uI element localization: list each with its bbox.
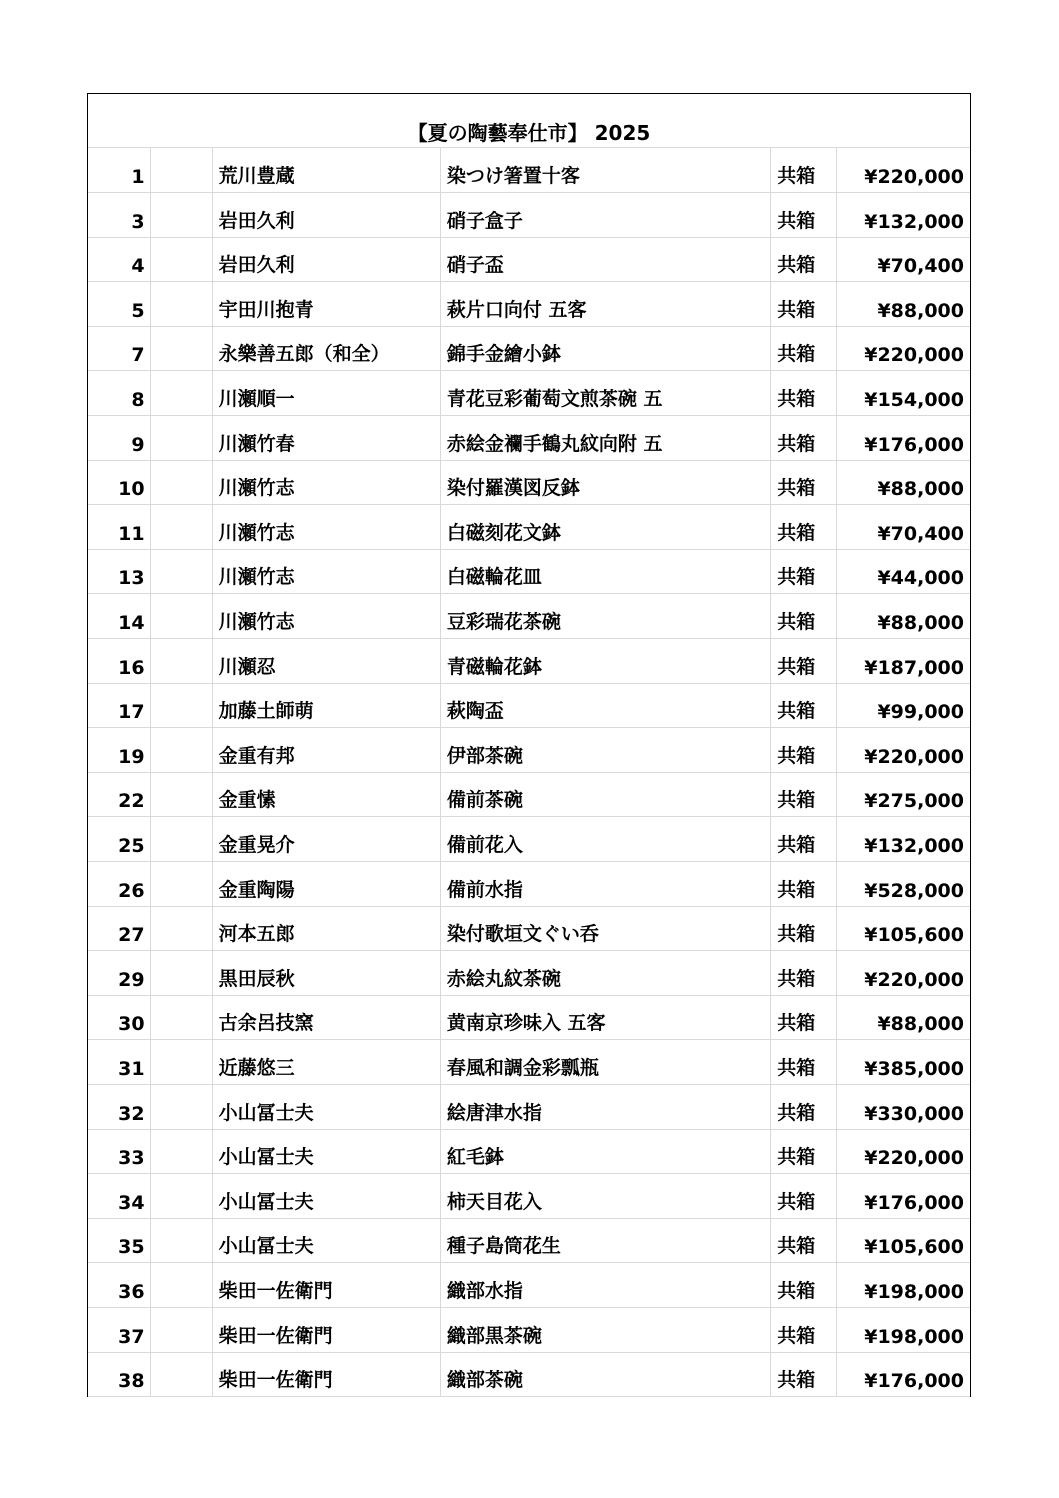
sheet-title: 【夏の陶藝奉仕市】 2025 (88, 94, 970, 148)
artist-name: 黒田辰秋 (212, 951, 440, 996)
blank-cell (150, 326, 212, 371)
lot-number: 25 (88, 817, 150, 862)
item-price: ¥528,000 (837, 862, 970, 907)
price-table (88, 148, 970, 1397)
lot-number: 14 (88, 594, 150, 639)
item-title: 染付歌垣文ぐい呑 (440, 906, 770, 951)
blank-cell (150, 1174, 212, 1219)
lot-number: 13 (88, 549, 150, 594)
artist-name: 岩田久利 (212, 193, 440, 238)
item-price: ¥330,000 (837, 1084, 970, 1129)
table-row (88, 594, 970, 639)
blank-cell (150, 460, 212, 505)
artist-name: 金重晃介 (212, 817, 440, 862)
artist-name: 金重愫 (212, 772, 440, 817)
blank-cell (150, 772, 212, 817)
item-price: ¥88,000 (837, 460, 970, 505)
lot-number: 34 (88, 1174, 150, 1219)
item-title: 伊部茶碗 (440, 728, 770, 773)
blank-cell (150, 193, 212, 238)
blank-cell (150, 995, 212, 1040)
artist-name: 柴田一佐衛門 (212, 1307, 440, 1352)
item-title: 萩陶盃 (440, 683, 770, 728)
blank-cell (150, 416, 212, 461)
item-title: 硝子盃 (440, 237, 770, 282)
item-title: 赤絵金襴手鶴丸紋向附 五 (440, 416, 770, 461)
price-table-body (88, 148, 970, 1397)
artist-name: 柴田一佐衛門 (212, 1263, 440, 1308)
table-row (88, 416, 970, 461)
box-type: 共箱 (771, 1218, 837, 1263)
box-type: 共箱 (771, 906, 837, 951)
item-price: ¥88,000 (837, 995, 970, 1040)
item-price: ¥132,000 (837, 817, 970, 862)
box-type: 共箱 (771, 1040, 837, 1085)
lot-number: 8 (88, 371, 150, 416)
item-title: 萩片口向付 五客 (440, 282, 770, 327)
lot-number: 3 (88, 193, 150, 238)
artist-name: 金重陶陽 (212, 862, 440, 907)
item-price: ¥88,000 (837, 282, 970, 327)
blank-cell (150, 862, 212, 907)
table-row (88, 1040, 970, 1085)
box-type: 共箱 (771, 193, 837, 238)
lot-number: 37 (88, 1307, 150, 1352)
lot-number: 17 (88, 683, 150, 728)
item-title: 備前水指 (440, 862, 770, 907)
item-price: ¥220,000 (837, 951, 970, 996)
table-row (88, 1263, 970, 1308)
lot-number: 9 (88, 416, 150, 461)
artist-name: 永樂善五郎（和全） (212, 326, 440, 371)
lot-number: 33 (88, 1129, 150, 1174)
artist-name: 川瀬竹春 (212, 416, 440, 461)
table-row (88, 237, 970, 282)
blank-cell (150, 237, 212, 282)
item-title: 硝子盒子 (440, 193, 770, 238)
item-title: 織部茶碗 (440, 1352, 770, 1397)
item-price: ¥385,000 (837, 1040, 970, 1085)
blank-cell (150, 371, 212, 416)
table-row (88, 906, 970, 951)
table-row (88, 371, 970, 416)
item-title: 備前花入 (440, 817, 770, 862)
table-row (88, 1084, 970, 1129)
box-type: 共箱 (771, 1084, 837, 1129)
artist-name: 加藤土師萌 (212, 683, 440, 728)
table-row (88, 862, 970, 907)
item-price: ¥176,000 (837, 1174, 970, 1219)
item-title: 黄南京珍味入 五客 (440, 995, 770, 1040)
box-type: 共箱 (771, 862, 837, 907)
blank-cell (150, 1218, 212, 1263)
artist-name: 宇田川抱青 (212, 282, 440, 327)
box-type: 共箱 (771, 326, 837, 371)
item-title: 織部水指 (440, 1263, 770, 1308)
box-type: 共箱 (771, 1174, 837, 1219)
box-type: 共箱 (771, 1129, 837, 1174)
blank-cell (150, 549, 212, 594)
item-title: 赤絵丸紋茶碗 (440, 951, 770, 996)
table-row (88, 282, 970, 327)
item-title: 白磁刻花文鉢 (440, 505, 770, 550)
table-row (88, 193, 970, 238)
artist-name: 川瀬竹志 (212, 549, 440, 594)
item-title: 白磁輪花皿 (440, 549, 770, 594)
box-type: 共箱 (771, 237, 837, 282)
table-row (88, 148, 970, 193)
box-type: 共箱 (771, 549, 837, 594)
blank-cell (150, 1084, 212, 1129)
item-price: ¥105,600 (837, 1218, 970, 1263)
item-title: 豆彩瑞花茶碗 (440, 594, 770, 639)
blank-cell (150, 906, 212, 951)
box-type: 共箱 (771, 1307, 837, 1352)
item-title: 織部黒茶碗 (440, 1307, 770, 1352)
table-row (88, 505, 970, 550)
blank-cell (150, 951, 212, 996)
box-type: 共箱 (771, 416, 837, 461)
item-title: 染つけ箸置十客 (440, 148, 770, 193)
blank-cell (150, 1263, 212, 1308)
table-row (88, 549, 970, 594)
item-price: ¥198,000 (837, 1263, 970, 1308)
item-title: 染付羅漢図反鉢 (440, 460, 770, 505)
item-title: 絵唐津水指 (440, 1084, 770, 1129)
artist-name: 荒川豊蔵 (212, 148, 440, 193)
artist-name: 川瀬竹志 (212, 594, 440, 639)
item-title: 備前茶碗 (440, 772, 770, 817)
blank-cell (150, 282, 212, 327)
item-price: ¥99,000 (837, 683, 970, 728)
blank-cell (150, 1129, 212, 1174)
blank-cell (150, 817, 212, 862)
lot-number: 16 (88, 639, 150, 684)
box-type: 共箱 (771, 460, 837, 505)
box-type: 共箱 (771, 995, 837, 1040)
item-price: ¥176,000 (837, 1352, 970, 1397)
item-title: 柿天目花入 (440, 1174, 770, 1219)
box-type: 共箱 (771, 505, 837, 550)
artist-name: 金重有邦 (212, 728, 440, 773)
table-row (88, 728, 970, 773)
lot-number: 11 (88, 505, 150, 550)
item-title: 種子島筒花生 (440, 1218, 770, 1263)
table-row (88, 1129, 970, 1174)
item-price: ¥132,000 (837, 193, 970, 238)
item-title: 青磁輪花鉢 (440, 639, 770, 684)
artist-name: 小山冨士夫 (212, 1218, 440, 1263)
item-title: 紅毛鉢 (440, 1129, 770, 1174)
table-row (88, 951, 970, 996)
box-type: 共箱 (771, 148, 837, 193)
artist-name: 小山冨士夫 (212, 1174, 440, 1219)
blank-cell (150, 1307, 212, 1352)
blank-cell (150, 1040, 212, 1085)
table-row (88, 639, 970, 684)
lot-number: 1 (88, 148, 150, 193)
item-price: ¥105,600 (837, 906, 970, 951)
lot-number: 22 (88, 772, 150, 817)
item-title: 青花豆彩葡萄文煎茶碗 五 (440, 371, 770, 416)
item-price: ¥176,000 (837, 416, 970, 461)
lot-number: 35 (88, 1218, 150, 1263)
item-price: ¥70,400 (837, 505, 970, 550)
item-price: ¥220,000 (837, 1129, 970, 1174)
item-price: ¥154,000 (837, 371, 970, 416)
artist-name: 河本五郎 (212, 906, 440, 951)
item-price: ¥220,000 (837, 326, 970, 371)
artist-name: 古余呂技窯 (212, 995, 440, 1040)
box-type: 共箱 (771, 817, 837, 862)
artist-name: 小山冨士夫 (212, 1129, 440, 1174)
box-type: 共箱 (771, 1263, 837, 1308)
table-row (88, 772, 970, 817)
artist-name: 川瀬忍 (212, 639, 440, 684)
box-type: 共箱 (771, 371, 837, 416)
blank-cell (150, 594, 212, 639)
blank-cell (150, 1352, 212, 1397)
item-price: ¥187,000 (837, 639, 970, 684)
lot-number: 32 (88, 1084, 150, 1129)
table-row (88, 326, 970, 371)
blank-cell (150, 639, 212, 684)
table-row (88, 817, 970, 862)
item-price: ¥275,000 (837, 772, 970, 817)
artist-name: 柴田一佐衛門 (212, 1352, 440, 1397)
blank-cell (150, 728, 212, 773)
artist-name: 近藤悠三 (212, 1040, 440, 1085)
lot-number: 4 (88, 237, 150, 282)
box-type: 共箱 (771, 282, 837, 327)
item-price: ¥198,000 (837, 1307, 970, 1352)
table-row (88, 683, 970, 728)
blank-cell (150, 683, 212, 728)
table-row (88, 1218, 970, 1263)
box-type: 共箱 (771, 728, 837, 773)
artist-name: 川瀬竹志 (212, 460, 440, 505)
artist-name: 小山冨士夫 (212, 1084, 440, 1129)
lot-number: 26 (88, 862, 150, 907)
item-price: ¥88,000 (837, 594, 970, 639)
lot-number: 36 (88, 1263, 150, 1308)
artist-name: 川瀬順一 (212, 371, 440, 416)
box-type: 共箱 (771, 1352, 837, 1397)
item-price: ¥70,400 (837, 237, 970, 282)
lot-number: 38 (88, 1352, 150, 1397)
box-type: 共箱 (771, 683, 837, 728)
table-row (88, 1307, 970, 1352)
price-list-sheet (87, 93, 971, 1397)
artist-name: 川瀬竹志 (212, 505, 440, 550)
lot-number: 27 (88, 906, 150, 951)
blank-cell (150, 505, 212, 550)
blank-cell (150, 148, 212, 193)
box-type: 共箱 (771, 772, 837, 817)
lot-number: 7 (88, 326, 150, 371)
lot-number: 19 (88, 728, 150, 773)
box-type: 共箱 (771, 639, 837, 684)
table-row (88, 1174, 970, 1219)
box-type: 共箱 (771, 594, 837, 639)
item-price: ¥220,000 (837, 728, 970, 773)
lot-number: 30 (88, 995, 150, 1040)
table-row (88, 1352, 970, 1397)
item-title: 春風和調金彩瓢瓶 (440, 1040, 770, 1085)
item-title: 錦手金繪小鉢 (440, 326, 770, 371)
box-type: 共箱 (771, 951, 837, 996)
item-price: ¥220,000 (837, 148, 970, 193)
table-row (88, 460, 970, 505)
table-row (88, 995, 970, 1040)
lot-number: 5 (88, 282, 150, 327)
artist-name: 岩田久利 (212, 237, 440, 282)
lot-number: 10 (88, 460, 150, 505)
lot-number: 29 (88, 951, 150, 996)
lot-number: 31 (88, 1040, 150, 1085)
item-price: ¥44,000 (837, 549, 970, 594)
